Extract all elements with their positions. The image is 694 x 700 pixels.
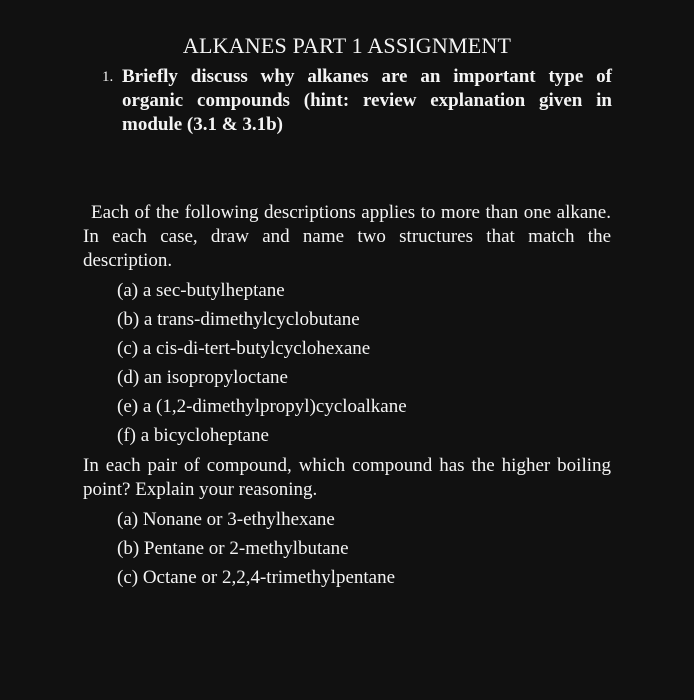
section-2-intro-text: Each of the following descriptions applies to more than one alkane. In each case, draw and name two structures that match the description. xyxy=(83,202,611,271)
list-item: (b) Pentane or 2-methylbutane xyxy=(117,538,349,559)
question-1-text: Briefly discuss why alkanes are an important type of organic compounds (hint: review explanation given in module (3.1 & 3.1b) xyxy=(122,66,612,135)
list-item: (f) a bicycloheptane xyxy=(117,425,269,446)
section-3-list xyxy=(117,505,395,592)
list-item: (b) a trans-dimethylcyclobutane xyxy=(117,309,360,330)
list-item: (c) a cis-di-tert-butylcyclohexane xyxy=(117,338,371,359)
page-title: ALKANES PART 1 ASSIGNMENT xyxy=(182,33,512,58)
list-item: (a) Nonane or 3-ethylhexane xyxy=(117,509,335,530)
section-3-intro: In each pair of compound, which compound has the higher boiling point? Explain your reasoning. xyxy=(83,455,611,500)
list-item: (e) a (1,2-dimethylpropyl)cycloalkane xyxy=(117,396,407,417)
list-item: (d) an isopropyloctane xyxy=(117,367,288,388)
question-1-number: 1. xyxy=(102,69,114,85)
list-item: (a) a sec-butylheptane xyxy=(117,280,285,301)
list-item: (c) Octane or 2,2,4-trimethylpentane xyxy=(117,567,396,588)
section-2-intro xyxy=(83,201,611,273)
question-1 xyxy=(102,65,612,137)
section-2-list xyxy=(117,276,407,450)
